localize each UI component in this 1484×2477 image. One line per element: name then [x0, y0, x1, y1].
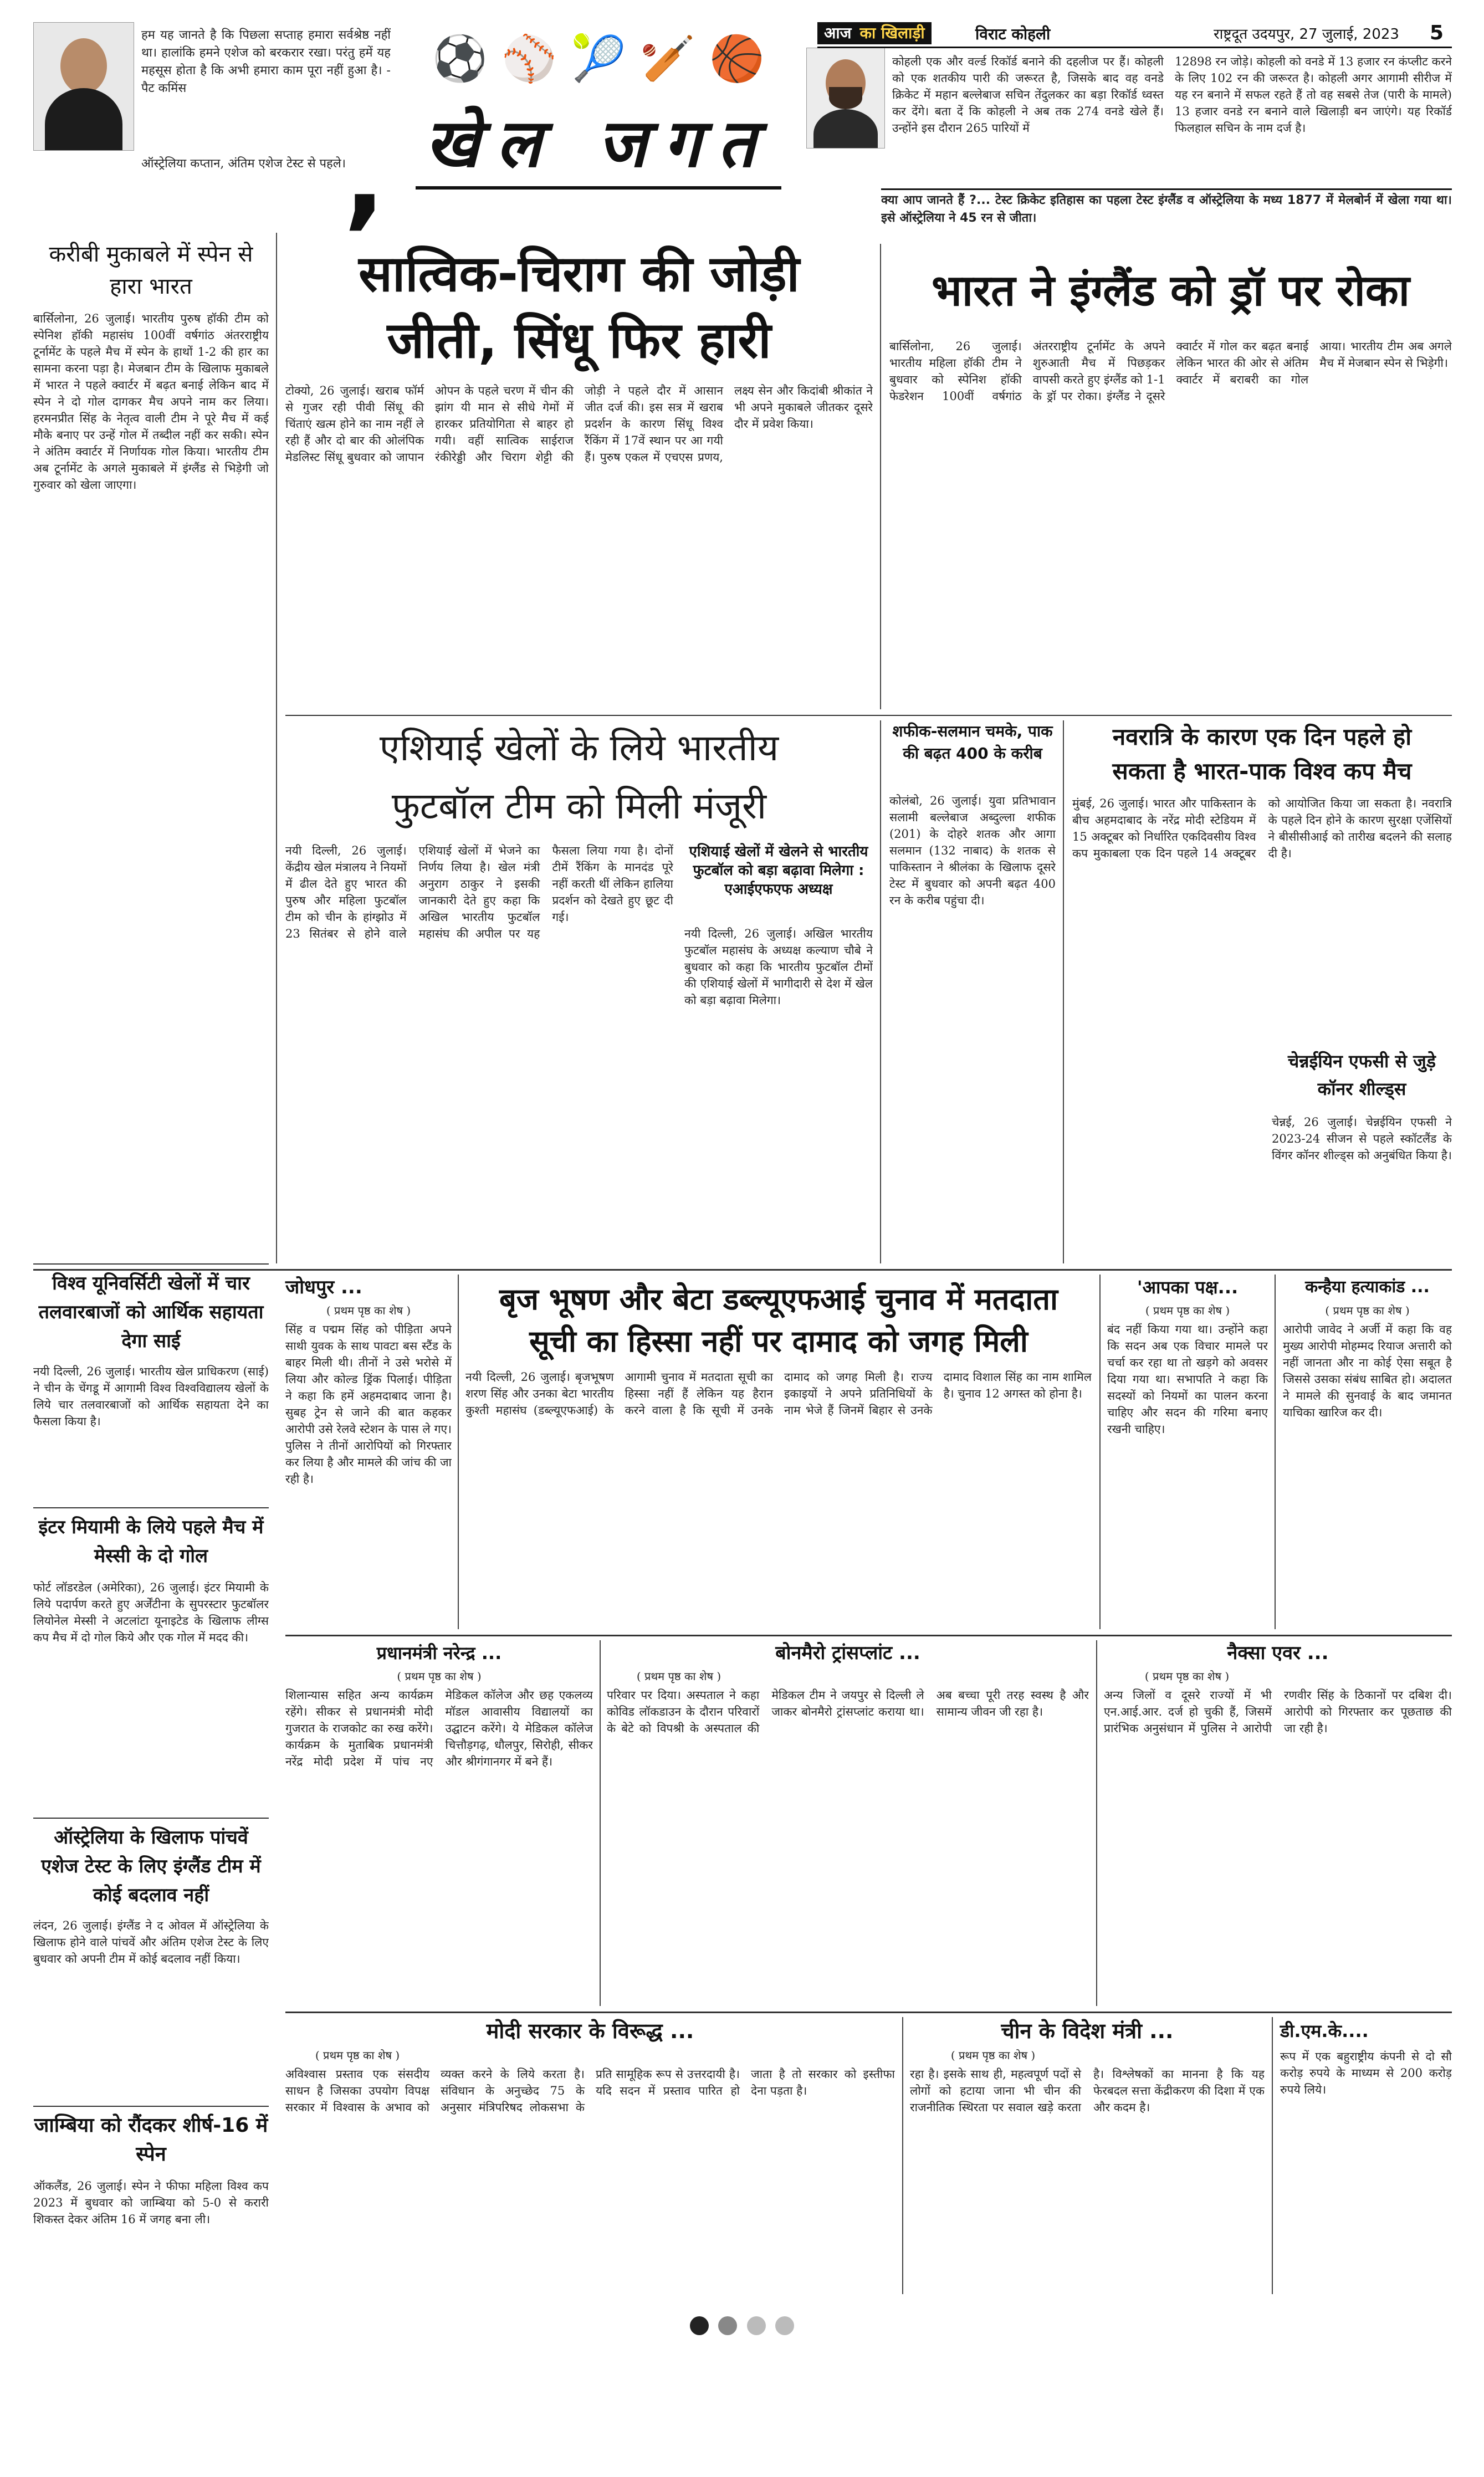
wfi-headline-1: बृज भूषण और बेटा डब्ल्यूएफआई चुनाव में मतदाता [499, 1282, 1058, 1317]
naxa-column [1104, 1640, 1452, 2006]
apka-paksh-cont: ( प्रथम पृष्ठ का शेष ) [1145, 1304, 1230, 1317]
kohli-photo [806, 48, 885, 149]
china-column [910, 2017, 1265, 2294]
footer-dot [718, 2316, 737, 2335]
logo-title: खेल जगत [424, 105, 772, 182]
modi-title: मोदी सरकार के विरूद्ध ... [486, 2019, 694, 2043]
bonemarrow-cont: ( प्रथम पृष्ठ का शेष ) [636, 1670, 721, 1683]
cummins-photo [33, 22, 134, 151]
pm-text: शिलान्यास सहित अन्य कार्यक्रम रहेंगे। सीकर से प्रधानमंत्री मोदी गुजरात के राजकोट का रुख करेंगे। कार्यक्रम के मुताबिक प्रधानमंत्री नरेंद्र मोदी प्रदेश में पांच नए मेडिकल कॉलेज और छह एकलव्य मॉडल आवासीय विद्यालयों का उद्घाटन करेंगे। ये मेडिकल कॉलेज चित्तौड़गढ़, धौलपुर, सिरोही, सीकर और श्रीगंगानगर में बने हैं। [285, 1688, 593, 1768]
dmk-column [1280, 2017, 1452, 2294]
player-tag-word: का खिलाड़ी [859, 24, 925, 42]
shafiq-headline: शफीक-सलमान चमके, पाक की बढ़त 400 के करीब [892, 722, 1053, 762]
kohli-text-right: 12898 रन जोड़े। कोहली को वनडे में 13 हजार रन कंप्लीट करने के लिए 102 रन की जरूरत है। कोहली अगर आगामी सीरीज में यह रन बनाने में सफल रहते हैं तो वह सबसे तेज (पारी के मामले) 13 हजार वनडे रन बनाने वाले खिलाड़ी बन जाएंगे। यह रिकॉर्ड फिलहाल सचिन के नाम दर्ज है। [1175, 55, 1452, 135]
china-text: रहा है। इसके साथ ही, महत्वपूर्ण पदों से लोगों को हटाया जाना भी चीन की राजनीतिक स्थिरता पर सवाल खड़े करता है। विश्लेषकों का मानना है कि यह फेरबदल सत्ता केंद्रीकरण की दिशा में एक और कदम है। [910, 2067, 1265, 2114]
s2-text: नयी दिल्ली, 26 जुलाई। भारतीय खेल प्राधिकरण (साई) ने चीन के चेंगडू में आगामी विश्व विश्वविद्यालय खेलों के लिये चार तलवारबाजों को आर्थिक सहायता देने का फैसला किया है। [33, 1365, 269, 1428]
asian-games-headline-2: फुटबॉल टीम को मिली मंजूरी [391, 785, 767, 827]
navratri-headline-1: नवरात्रि के कारण एक दिन पहले हो [1112, 723, 1412, 750]
apka-paksh-column [1107, 1275, 1268, 1629]
s4-text: लंदन, 26 जुलाई। इंग्लैंड ने द ओवल में ऑस्ट्रेलिया के खिलाफ होने वाले पांचवें और अंतिम एशेज टेस्ट के लिए बुधवार को अपनी टीम में कोई बदलाव नहीं किया। [33, 1919, 269, 1966]
comma-glyph: , [344, 112, 386, 242]
kohli-text-left: कोहली एक और वर्ल्ड रिकॉर्ड बनाने की दहलीज पर हैं। कोहली को एक शतकीय पारी की जरूरत है, जिसके बाद वह वनडे क्रिकेट में महान बल्लेबाज सचिन तेंदुलकर का बड़ा रिकॉर्ड ध्वस्त कर देंगे। बता दें कि कोहली ने अब तक 274 वनडे खेले हैं। उन्होंने इस दौरान 265 पारियों में [892, 55, 1164, 135]
player-tag-prefix: आज [824, 24, 852, 42]
chennaiyin-headline: चेन्नईयिन एफसी से जुड़े कॉनर शील्ड्स [1287, 1051, 1436, 1099]
india-england-headline: भारत ने इंग्लैंड को ड्रॉ पर रोका [932, 266, 1410, 316]
s1-text: बार्सिलोना, 26 जुलाई। भारतीय पुरुष हॉकी टीम को स्पेनिश हॉकी महासंघ 100वीं वर्षगांठ अंतरराष्ट्रीय टूर्नामेंट के पहले मैच में स्पेन के हाथों 1-2 की हार का सामना करना पड़ा है। मेजबान टीम के खिलाफ मुकाबले में भारत ने पहले क्वार्टर में बढ़त बनाई लेकिन बाद में स्पेन ने दो गोल दागकर मैच अपने नाम कर लिया। हरमनप्रीत सिंह के नेतृत्व वाली टीम ने पूरे मैच में कई मौके बनाए पर उन्हें गोल में तब्दील नहीं कर सकी। स्पेन ने अंतिम क्वार्टर में निर्णायक गोल किया। भारतीय टीम अब टूर्नामेंट के अगले मुकाबले में इंग्लैंड से भिड़ेगी जो गुरुवार को खेला जाएगा। [33, 312, 269, 492]
china-cont: ( प्रथम पृष्ठ का शेष ) [950, 2049, 1036, 2062]
naxa-title: नैक्सा एवर ... [1227, 1642, 1329, 1664]
pm-title: प्रधानमंत्री नरेन्द्र ... [376, 1642, 502, 1664]
jodhpur-title: जोधपुर ... [285, 1276, 362, 1298]
s3-title: इंटर मियामी के लिये पहले मैच में मेस्सी के दो गोल [38, 1516, 264, 1567]
kanhaiya-cont: ( प्रथम पृष्ठ का शेष ) [1325, 1304, 1410, 1317]
kanhaiya-column [1283, 1275, 1452, 1629]
sindhu-headline-2: जीती, सिंधू फिर हारी [387, 311, 771, 370]
did-you-know: क्या आप जानते हैं ?... टेस्ट क्रिकेट इतिहास का पहला टेस्ट इंग्लैंड व ऑस्ट्रेलिया के मध्य 1877 में मेलबोर्न में खेला गया था। इसे ऑस्ट्रेलिया ने 45 रन से जीता। [881, 193, 1452, 225]
pm-cont: ( प्रथम पृष्ठ का शेष ) [397, 1670, 482, 1683]
cummins-quote: हम यह जानते है कि पिछला सप्ताह हमारा सर्वश्रेष्ठ नहीं था। हालांकि हमने एशेज को बरकरार रखा। परंतु हमें यह महसूस होता है कि अभी हमारा काम पूरा नहीं हुआ है। - पैट कमिंस [141, 28, 391, 95]
wfi-text: नयी दिल्ली, 26 जुलाई। बृजभूषण शरण सिंह और उनका बेटा भारतीय कुश्ती महासंघ (डब्ल्यूएफआई) के आगामी चुनाव में मतदाता सूची का हिस्सा नहीं हैं लेकिन यह हैरान करने वाला है कि सूची में उनके दामाद को जगह मिली है। राज्य इकाइयों ने अपने प्रतिनिधियों के नाम भेजे हैं जिनमें बिहार से उनके दामाद विशाल सिंह का नाम शामिल है। चुनाव 12 अगस्त को होना है। [465, 1370, 1092, 1417]
naxa-text: अन्य जिलों व दूसरे राज्यों में भी एन.आई.आर. दर्ज हो चुकी हैं, जिसमें प्रारंभिक अनुसंधान में पुलिस ने आरोपी रणवीर सिंह के ठिकानों पर दबिश दी। आरोपी को गिरफ्तार कर पूछताछ की जा रही है। [1104, 1688, 1452, 1735]
footer-dot [747, 2316, 766, 2335]
asian-games-sub-text: नयी दिल्ली, 26 जुलाई। अखिल भारतीय फुटबॉल महासंघ के अध्यक्ष कल्याण चौबे ने बुधवार को कहा कि भारतीय फुटबॉल टीमों की एशियाई खेलों में भागीदारी से देश में खेल को बड़ा बढ़ावा मिलेगा। [684, 927, 873, 1007]
footer-dot [775, 2316, 794, 2335]
jodhpur-text: सिंह व पद्मम सिंह को पीड़िता अपने साथी युवक के साथ पावटा बस स्टैंड के बाहर मिली थी। तीनों ने उसे भरोसे में लिया और कोल्ड ड्रिंक पिलाई। पीड़िता ने कहा कि हमें अहमदाबाद जाना है। सुबह ट्रेन से जाने की बात कहकर आरोपी उसे रेलवे स्टेशन के पास ले गए। पुलिस ने तीनों आरोपियों को गिरफ्तार कर लिया है और मामले की जांच की जा रही है। [285, 1323, 452, 1486]
navratri-headline-2: सकता है भारत-पाक विश्व कप मैच [1112, 758, 1412, 785]
dateline: राष्ट्रदूत उदयपुर, 27 जुलाई, 2023 [1214, 26, 1399, 43]
bonemarrow-text: परिवार पर दिया। अस्पताल ने कहा कोविड लॉकडाउन के दौरान परिवारों के बेटे को विपश्री के अस्पताल की मेडिकल टीम ने जयपुर से दिल्ली ले जाकर बोनमैरो ट्रांसप्लांट कराया था। अब बच्चा पूरी तरह स्वस्थ है और सामान्य जीवन जी रहा है। [607, 1688, 1089, 1735]
jodhpur-column [285, 1275, 452, 1629]
asian-games-sub-headline: एशियाई खेलों में खेलने से भारतीय फुटबॉल को बड़ा बढ़ावा मिलेगा : एआईएफएफ अध्यक्ष [689, 843, 868, 898]
china-title: चीन के विदेश मंत्री ... [1001, 2019, 1174, 2043]
shafiq-story [889, 720, 1056, 1263]
pm-column [285, 1640, 593, 2006]
sindhu-story [285, 244, 873, 698]
s2-title: विश्व यूनिवर्सिटी खेलों में चार तलवारबाजों को आर्थिक सहायता देगा साई [38, 1272, 264, 1352]
section-logo [399, 22, 798, 205]
jodhpur-cont: ( प्रथम पृष्ठ का शेष ) [326, 1304, 411, 1317]
page-number: 5 [1430, 22, 1444, 44]
sindhu-headline-1: सात्विक-चिराग की जोड़ी [359, 245, 800, 303]
cummins-caption: ऑस्ट्रेलिया कप्तान, अंतिम एशेज टेस्ट से पहले। [141, 157, 346, 171]
s4-title: ऑस्ट्रेलिया के खिलाफ पांचवें एशेज टेस्ट के लिए इंग्लैंड टीम में कोई बदलाव नहीं [41, 1826, 261, 1906]
player-tag [817, 22, 932, 44]
shafiq-text: कोलंबो, 26 जुलाई। युवा प्रतिभावान सलामी बल्लेबाज अब्दुल्ला शफीक (201) के दोहरे शतक और आगा सलमान (132 नाबाद) के शतक से पाकिस्तान ने श्रीलंका के खिलाफ दूसरे टेस्ट में बुधवार को अपनी बढ़त 400 रन के करीब पहुंचा दी। [889, 794, 1056, 907]
s5-title: जाम्बिया को रौंदकर शीर्ष-16 में स्पेन [34, 2114, 268, 2166]
india-england-text: बार्सिलोना, 26 जुलाई। भारतीय महिला हॉकी टीम ने बुधवार को स्पेनिश हॉकी फेडरेशन 100वीं वर्षगांठ अंतरराष्ट्रीय टूर्नामेंट के अपने शुरुआती मैच में पिछड़कर वापसी करते हुए इंग्लैंड को 1-1 के ड्रॉ पर रोका। इंग्लैंड ने दूसरे क्वार्टर में गोल कर बढ़त बनाई लेकिन भारत की ओर से अंतिम क्वार्टर में बराबरी का गोल आया। भारतीय टीम अब अगले मैच में मेजबान स्पेन से भिड़ेगी। [889, 340, 1452, 403]
navratri-story [1072, 720, 1452, 1263]
apka-paksh-text: बंद नहीं किया गया था। उन्होंने कहा कि सदन अब एक विचार मामले पर चर्चा कर रहा था तो खड़गे को अवसर दिया गया था। सभापति ने कहा कि सदस्यों को नियमों का पालन करना चाहिए और सदन की गरिमा बनाए रखनी चाहिए। [1107, 1323, 1268, 1436]
modi-column [285, 2017, 895, 2294]
s3-text: फोर्ट लॉडरडेल (अमेरिका), 26 जुलाई। इंटर मियामी के लिये पदार्पण करते हुए अर्जेंटीना के सुपरस्टार फुटबॉलर लियोनेल मेस्सी ने अटलांटा यूनाइटेड के खिलाफ लीग्स कप मैच में दो गोल किये और एक गोल में मदद की। [33, 1581, 269, 1644]
asian-games-text: नयी दिल्ली, 26 जुलाई। केंद्रीय खेल मंत्रालय ने नियमों में ढील देते हुए भारत की पुरुष और महिला फुटबॉल टीम को चीन के हांग्झोउ में 23 सितंबर से होने वाले एशियाई खेलों में भेजने का निर्णय लिया है। खेल मंत्री अनुराग ठाकुर ने इसकी जानकारी देते हुए कहा कि अखिल भारतीय फुटबॉल महासंघ की अपील पर यह फैसला लिया गया है। दोनों टीमें रैंकिंग के मानदंड पूरे नहीं करती थीं लेकिन हालिया प्रदर्शन को देखते हुए छूट दी गई। [285, 844, 673, 940]
dmk-text: रूप में एक बहुराष्ट्रीय कंपनी से दो सौ करोड़ रुपये के माध्यम से 200 करोड़ रुपये लिये। [1280, 2050, 1452, 2096]
left-column [33, 233, 269, 2294]
player-name: विराट कोहली [975, 25, 1051, 43]
apka-paksh-title: 'आपका पक्ष... [1137, 1277, 1239, 1298]
dmk-title: डी.एम.के.... [1280, 2020, 1369, 2041]
india-england-story [889, 244, 1452, 709]
bonemarrow-title: बोनमैरो ट्रांसप्लांट ... [775, 1642, 920, 1664]
footer-dots [0, 2316, 1484, 2344]
asian-games-story [285, 720, 873, 1263]
bonemarrow-column [607, 1640, 1089, 2006]
modi-text: अविश्वास प्रस्ताव एक संसदीय साधन है जिसका उपयोग विपक्ष सरकार में विश्वास के अभाव को व्यक्त करने के लिये करता है। संविधान के अनुच्छेद 75 के अनुसार मंत्रिपरिषद लोकसभा के प्रति सामूहिक रूप से उत्तरदायी है। यदि सदन में प्रस्ताव पारित हो जाता है तो सरकार को इस्तीफा देना पड़ता है। [285, 2067, 895, 2114]
sindhu-text: टोक्यो, 26 जुलाई। खराब फॉर्म से गुजर रही पीवी सिंधू की चिंताएं खत्म होने का नाम नहीं ले रही हैं और दो बार की ओलंपिक मेडलिस्ट सिंधू बुधवार को जापान ओपन के पहले चरण में चीन की झांग यी मान से सीधे गेमों में हारकर प्रतियोगिता से बाहर हो गयी। वहीं सात्विक साईराज रंकीरेड्डी और चिराग शेट्टी की जोड़ी ने पहले दौर में आसान जीत दर्ज की। इस सत्र में खराब प्रदर्शन के कारण सिंधू विश्व रैंकिंग में 17वें स्थान पर आ गयी हैं। पुरुष एकल में एचएस प्रणय, लक्ष्य सेन और किदांबी श्रीकांत ने भी अपने मुकाबले जीतकर दूसरे दौर में प्रवेश किया। [285, 384, 873, 464]
naxa-cont: ( प्रथम पृष्ठ का शेष ) [1144, 1670, 1230, 1683]
footer-dot [690, 2316, 709, 2335]
wfi-headline-2: सूची का हिस्सा नहीं पर दामाद को जगह मिली [529, 1324, 1028, 1359]
wfi-story [465, 1275, 1092, 1629]
kanhaiya-title: कन्हैया हत्याकांड ... [1305, 1277, 1430, 1297]
sports-equipment-icon: ⚽ ⚾ 🎾 🏏 🏀 [432, 33, 765, 84]
masthead [33, 22, 1452, 242]
s5-text: ऑकलैंड, 26 जुलाई। स्पेन ने फीफा महिला विश्व कप 2023 में बुधवार को जाम्बिया को 5-0 से करारी शिकस्त देकर अंतिम 16 में जगह बना ली। [33, 2179, 269, 2226]
s1-title: करीबी मुकाबले में स्पेन से हारा भारत [49, 242, 253, 299]
modi-cont: ( प्रथम पृष्ठ का शेष ) [315, 2049, 400, 2062]
chennaiyin-text: चेन्नई, 26 जुलाई। चेन्नईयिन एफसी ने 2023-24 सीजन से पहले स्कॉटलैंड के विंगर कॉनर शील्ड्स को अनुबंधित किया है। [1272, 1115, 1452, 1162]
asian-games-headline-1: एशियाई खेलों के लिये भारतीय [379, 726, 779, 769]
navratri-text: मुंबई, 26 जुलाई। भारत और पाकिस्तान के बीच अहमदाबाद के नरेंद्र मोदी स्टेडियम में 15 अक्टूबर को निर्धारित एकदिवसीय विश्व कप मुकाबला एक दिन पहले 14 अक्टूबर को आयोजित किया जा सकता है। नवरात्रि के पहले दिन होने के कारण सुरक्षा एजेंसियों ने बीसीसीआई को तारीख बदलने की सलाह दी है। [1072, 797, 1452, 860]
kanhaiya-text: आरोपी जावेद ने अर्जी में कहा कि वह मुख्य आरोपी मोहम्मद रियाज अत्तारी को नहीं जानता और ना कोई ऐसा सबूत है जिससे उसका संबंध साबित हो। अदालत ने मामले की सुनवाई के बाद जमानत याचिका खारिज कर दी। [1283, 1323, 1452, 1419]
